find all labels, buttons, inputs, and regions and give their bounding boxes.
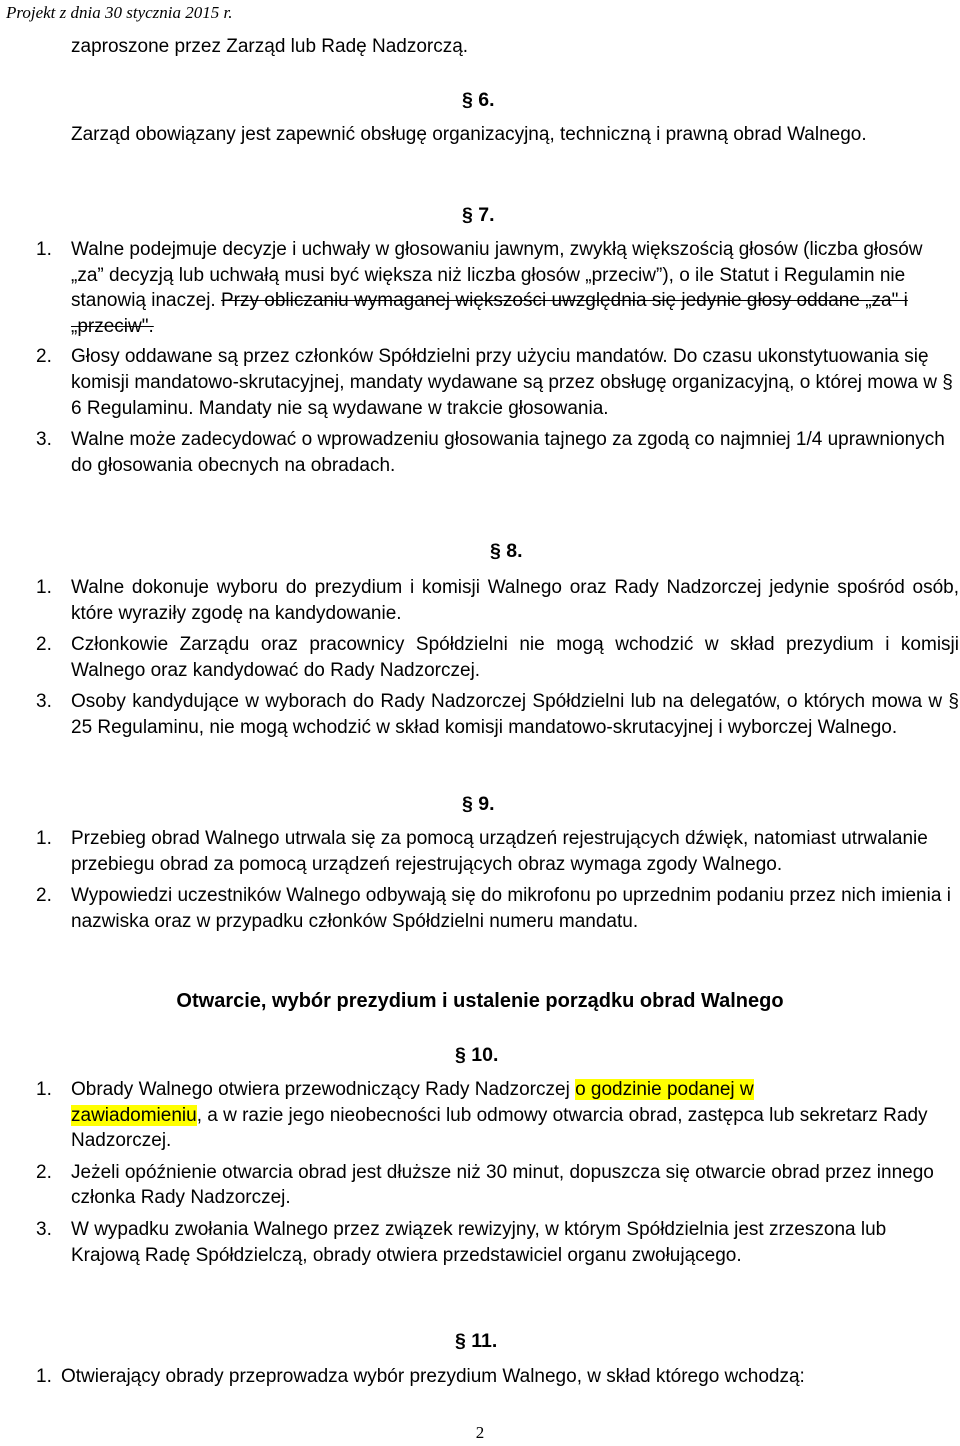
section-7-title: § 7.	[462, 204, 495, 226]
list-item	[36, 427, 959, 478]
deleted-text: Przy obliczaniu wymaganej większości uwzględnia się jedynie głosy oddane „za" i „przeciw".	[71, 290, 908, 337]
document-header: Projekt z dnia 30 stycznia 2015 r.	[0, 0, 241, 32]
item-number: 1.	[36, 1079, 52, 1100]
list-item	[36, 689, 959, 740]
item-number: 1.	[36, 828, 52, 849]
item-number: 1.	[36, 1366, 52, 1387]
item-text: Walne podejmuje decyzje i uchwały w głosowaniu jawnym, zwykłą większością głosów (liczba głosów „za” decyzją lub uchwałą musi być większa niż liczba głosów „przeciw”), o ile Statut i Regulamin nie stanowią inaczej. Przy obliczaniu wymaganej większości uwzględnia się jedynie głosy oddane „za" i „przeciw".	[71, 239, 923, 337]
section-8-list	[36, 575, 959, 741]
list-item	[36, 632, 959, 683]
list-item	[36, 1160, 959, 1211]
section-11-title: § 11.	[455, 1330, 498, 1352]
item-number: 1.	[36, 239, 52, 260]
section-7-list	[36, 237, 959, 478]
section-10-list	[36, 1077, 959, 1268]
item-number: 2.	[36, 634, 52, 656]
list-item	[36, 1364, 959, 1390]
section-9-list	[36, 826, 959, 934]
list-item	[36, 1217, 959, 1268]
item-number: 3.	[36, 691, 52, 713]
item-text: Wypowiedzi uczestników Walnego odbywają się do mikrofonu po uprzednim podaniu przez nich imienia i nazwiska oraz w przypadku członków Spółdzielni numeru mandatu.	[71, 885, 951, 932]
list-item	[36, 237, 959, 339]
item-text: Przebieg obrad Walnego utrwala się za pomocą urządzeń rejestrujących dźwięk, natomiast utrwalanie przebiegu obrad za pomocą urządzeń rejestrujących obraz wymaga zgody Walnego.	[71, 828, 928, 875]
highlighted-text: zawiadomieniu	[71, 1104, 197, 1126]
item-text: W wypadku zwołania Walnego przez związek rewizyjny, w którym Spółdzielnia jest zrzeszona lub Krajową Radę Spółdzielczą, obrady otwiera przedstawiciel organu zwołującego.	[71, 1218, 887, 1266]
list-item	[36, 344, 959, 421]
item-text: Otwierający obrady przeprowadza wybór prezydium Walnego, w skład którego wchodzą:	[61, 1366, 805, 1387]
list-item	[36, 575, 959, 626]
section-6-title: § 6.	[462, 89, 495, 111]
item-text: Walne może zadecydować o wprowadzeniu głosowania tajnego za zgodą co najmniej 1/4 uprawnionych do głosowania obecnych na obradach.	[71, 429, 945, 476]
section-8-title: § 8.	[490, 540, 523, 562]
list-item	[36, 883, 959, 934]
section-9-title: § 9.	[462, 793, 495, 815]
item-number: 2.	[36, 346, 52, 368]
section-6-text: Zarząd obowiązany jest zapewnić obsługę organizacyjną, techniczną i prawną obrad Walnego.	[71, 124, 867, 145]
item-text: Osoby kandydujące w wyborach do Rady Nadzorczej Spółdzielni lub na delegatów, o których mowa w § 25 Regulaminu, nie mogą wchodzić w skład komisji mandatowo-skrutacyjnej i wyborczej Walnego.	[71, 691, 959, 738]
page-number: 2	[475, 1423, 485, 1442]
item-number: 1.	[36, 577, 52, 598]
section-11-list	[36, 1364, 959, 1390]
item-text: Walne dokonuje wyboru do prezydium i komisji Walnego oraz Rady Nadzorczej jedynie spośród osób, które wyraziły zgodę na kandydowanie.	[71, 577, 959, 624]
item-number: 3.	[36, 429, 52, 451]
item-number: 3.	[36, 1218, 52, 1240]
list-item	[36, 1077, 959, 1154]
item-number: 2.	[36, 885, 52, 907]
chapter-heading: Otwarcie, wybór prezydium i ustalenie porządku obrad Walnego	[176, 990, 784, 1012]
paragraph-continuation: zaproszone przez Zarząd lub Radę Nadzorczą.	[71, 36, 469, 57]
item-text: Obrady Walnego otwiera przewodniczący Rady Nadzorczej o godzinie podanej w zawiadomieniu, a w razie jego nieobecności lub odmowy otwarcia obrad, zastępca lub sekretarz Rady Nadzorczej.	[71, 1079, 928, 1152]
highlighted-text: o godzinie podanej w	[575, 1079, 754, 1100]
item-text: Członkowie Zarządu oraz pracownicy Spółdzielni nie mogą wchodzić w skład prezydium i komisji Walnego oraz kandydować do Rady Nadzorczej.	[71, 634, 959, 681]
item-text: Jeżeli opóźnienie otwarcia obrad jest dłuższe niż 30 minut, dopuszcza się otwarcie obrad przez innego członka Rady Nadzorczej.	[71, 1161, 934, 1209]
item-number: 2.	[36, 1161, 52, 1183]
section-10-title: § 10.	[455, 1044, 499, 1066]
item-text: Głosy oddawane są przez członków Spółdzielni przy użyciu mandatów. Do czasu ukonstytuowania się komisji mandatowo-skrutacyjnej, mandaty wydawane są przez obsługę organizacyjną, o której mowa w § 6 Regulaminu. Mandaty nie są wydawane w trakcie głosowania.	[71, 346, 953, 419]
list-item	[36, 826, 959, 877]
